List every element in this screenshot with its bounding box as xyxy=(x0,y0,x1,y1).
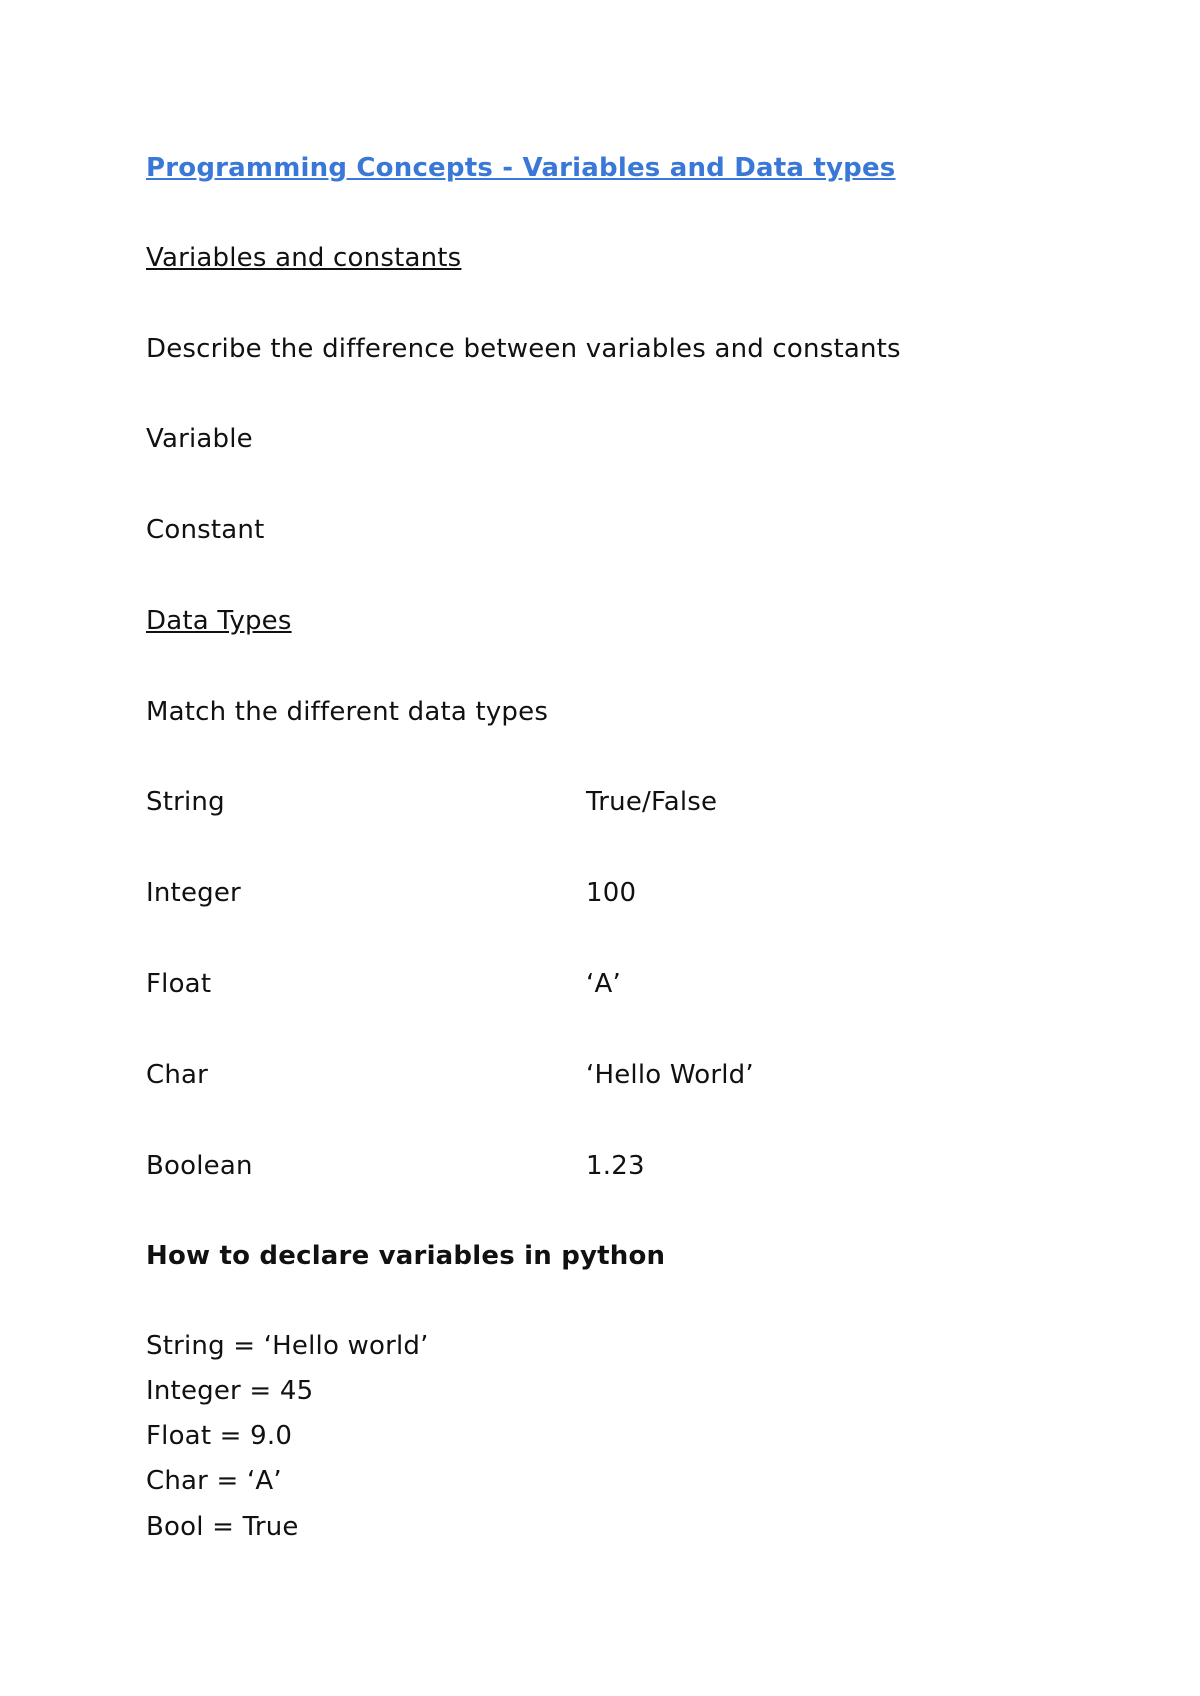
section-heading-variables: Variables and constants xyxy=(146,243,462,273)
python-declaration-line: Bool = True xyxy=(146,1512,299,1542)
constant-label: Constant xyxy=(146,515,265,545)
data-type-example: 100 xyxy=(586,878,637,908)
data-types-prompt: Match the different data types xyxy=(146,697,549,727)
python-declaration-line: String = ‘Hello world’ xyxy=(146,1331,429,1361)
section-heading-data-types: Data Types xyxy=(146,606,292,636)
data-type-example: True/False xyxy=(586,787,718,817)
data-type-name: Integer xyxy=(146,878,241,908)
data-type-example: ‘A’ xyxy=(586,969,621,999)
python-declaration-line: Float = 9.0 xyxy=(146,1421,293,1451)
data-type-name: Float xyxy=(146,969,212,999)
variables-prompt: Describe the difference between variables and constants xyxy=(146,334,901,364)
data-type-name: String xyxy=(146,787,225,817)
section-heading-python: How to declare variables in python xyxy=(146,1241,666,1271)
data-type-example: ‘Hello World’ xyxy=(586,1060,754,1090)
data-type-name: Boolean xyxy=(146,1151,253,1181)
python-declaration-line: Integer = 45 xyxy=(146,1376,314,1406)
data-type-example: 1.23 xyxy=(586,1151,645,1181)
variable-label: Variable xyxy=(146,424,253,454)
data-type-name: Char xyxy=(146,1060,209,1090)
python-declaration-line: Char = ‘A’ xyxy=(146,1466,282,1496)
page-title: Programming Concepts - Variables and Data types xyxy=(146,153,896,183)
